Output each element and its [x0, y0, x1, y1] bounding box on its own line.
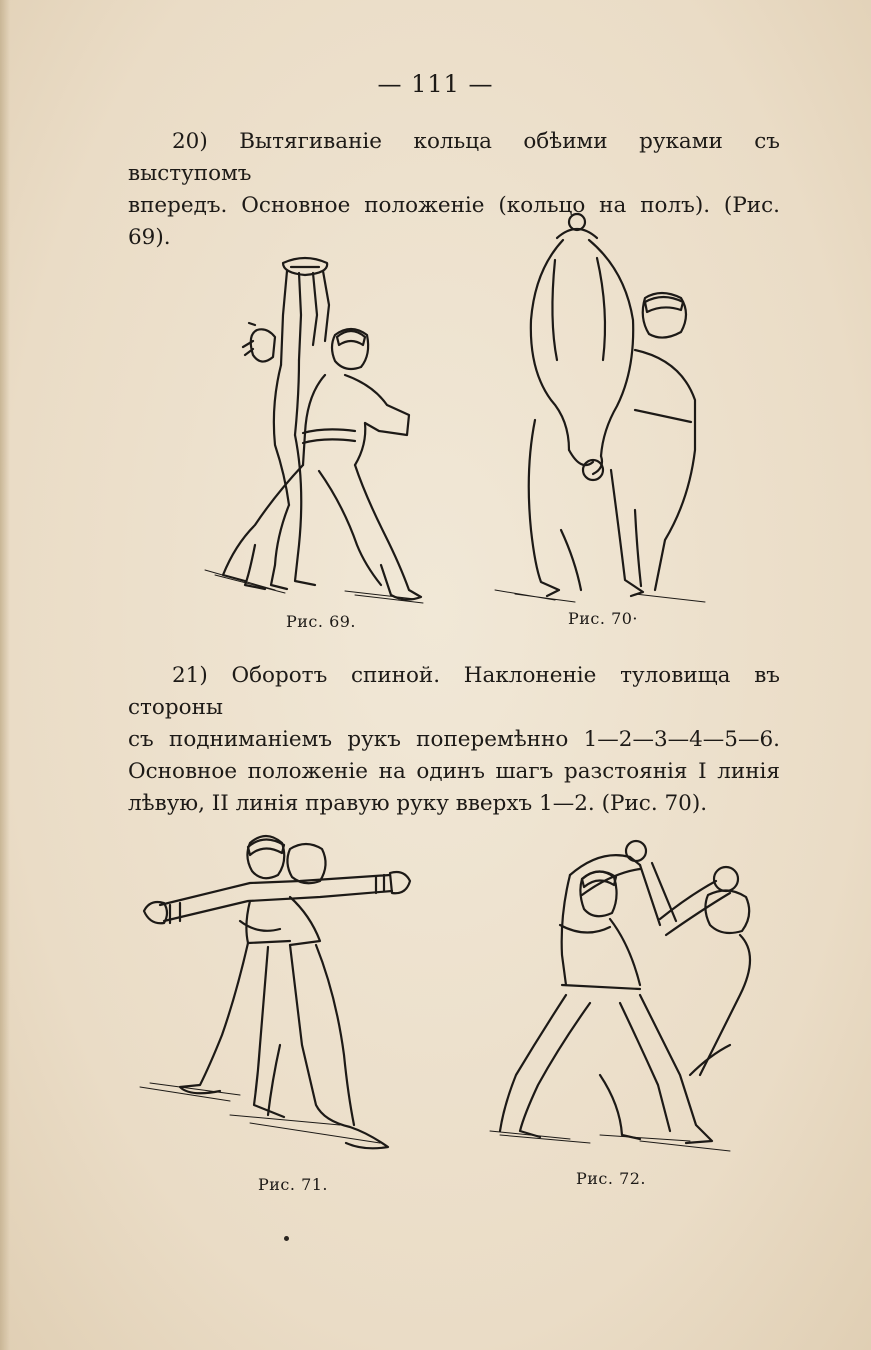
fig70-illustration: [485, 210, 715, 605]
exercise-21-line-2: съ подниманiемъ рукъ поперемѣнно 1—2—3—4—5—6.: [128, 727, 780, 752]
exercise-21-line-3: Основное положенiе на одинъ шагъ разстоянiя I линiя: [128, 759, 780, 784]
fig70-caption: Рис. 70·: [568, 609, 639, 628]
ink-speck: [284, 1236, 289, 1241]
exercise-21-line-4: лѣвую, II линiя правую руку вверхъ 1—2. (Рис. 70).: [128, 791, 708, 816]
exercise-21-paragraph: [128, 660, 780, 820]
exercise-20-line-2: впередъ. Основное положенiе (кольцо на полъ). (Рис. 69).: [128, 193, 780, 250]
page-edge-shadow: [0, 0, 10, 1350]
page-number: — 111 —: [377, 70, 494, 98]
fig71-illustration: [140, 825, 415, 1160]
exercise-21-line-1: 21) Оборотъ спиной. Наклоненiе туловища въ стороны: [128, 663, 780, 720]
fig72-illustration: [490, 835, 775, 1165]
fig71-caption: Рис. 71.: [258, 1175, 329, 1194]
fig72-caption: Рис. 72.: [576, 1169, 647, 1188]
fig69-illustration: [195, 245, 425, 610]
fig69-caption: Рис. 69.: [286, 612, 357, 631]
exercise-20-line-1: 20) Вытягиванiе кольца обѣими руками съ выступомъ: [128, 129, 780, 186]
